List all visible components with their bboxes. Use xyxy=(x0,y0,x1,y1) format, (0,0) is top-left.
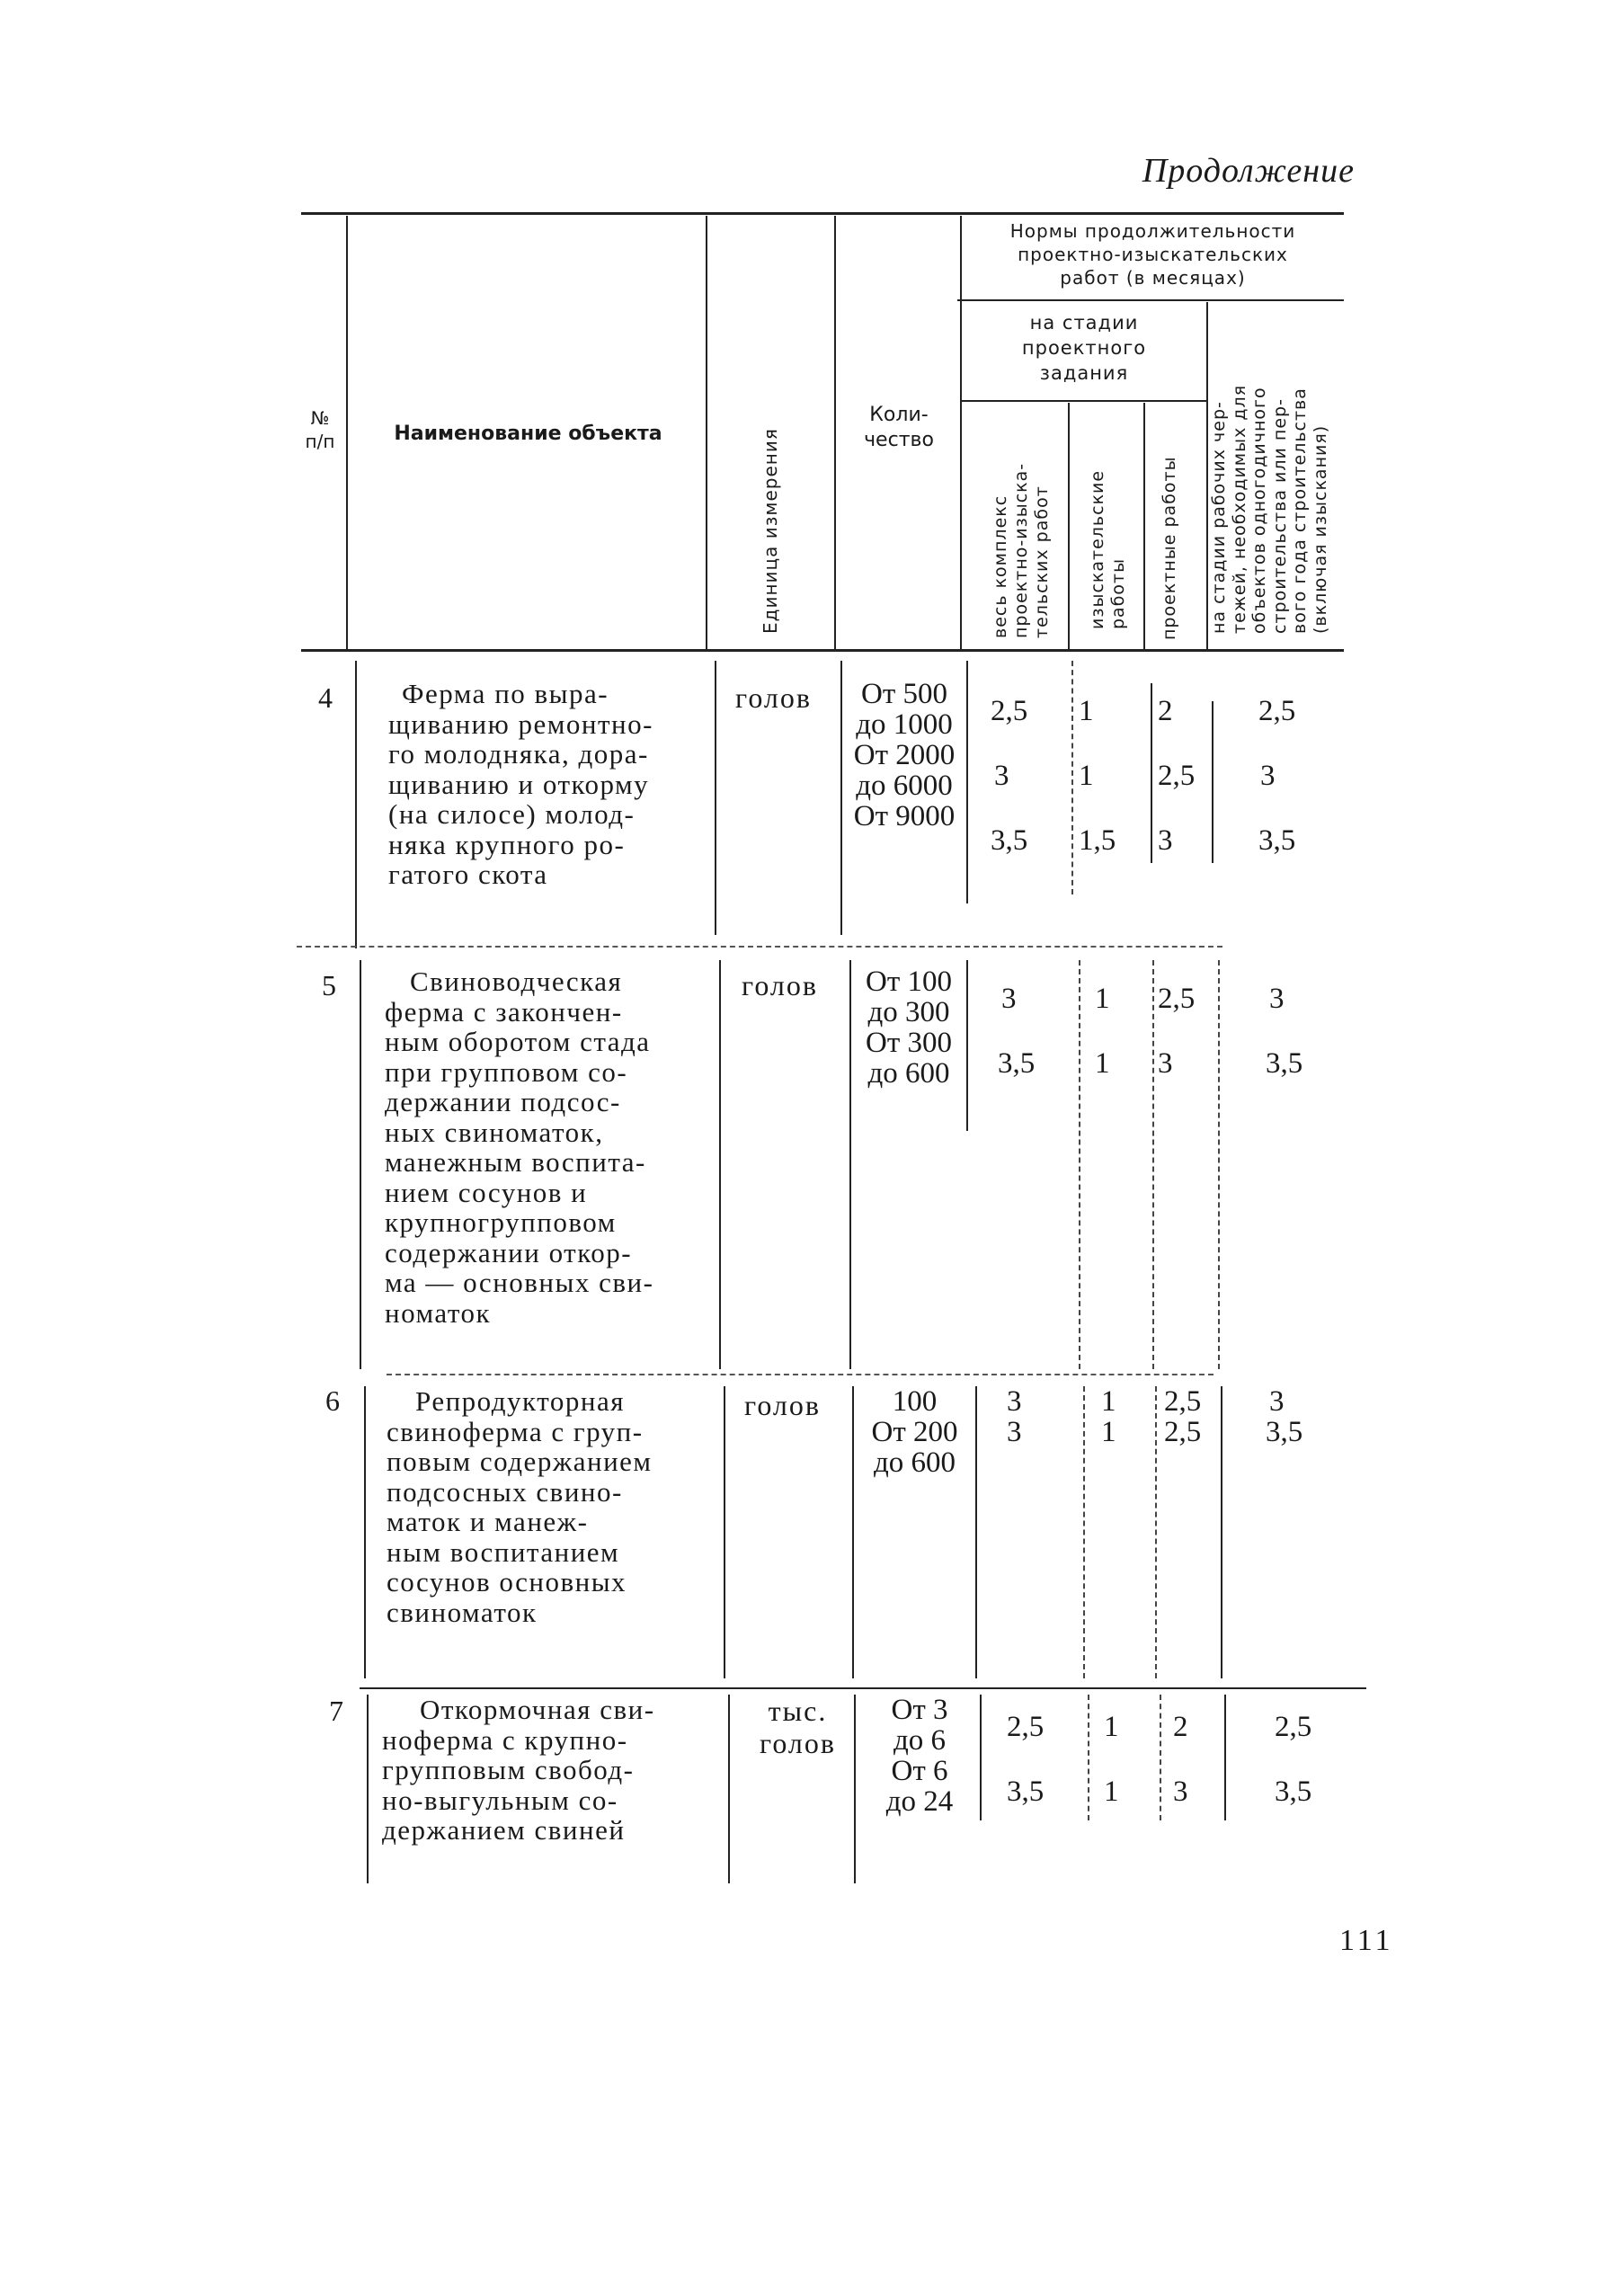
qty-cell: От 100 до 300 От 300 до 600 xyxy=(865,966,952,1090)
header-col-working: на стадии рабочих чер- тежей, необходимых для объектов одногодичного строительства или пер- вого года строительства (включая изыскания) xyxy=(1209,384,1330,634)
header-col-survey: изыскательские работы xyxy=(1088,469,1128,629)
design-cell: 2,5 3 xyxy=(1158,983,1196,1080)
header-name: Наименование объекта xyxy=(394,423,662,445)
working-cell: 2,5 3 3,5 xyxy=(1258,695,1296,857)
row-number: 6 xyxy=(325,1384,340,1417)
design-cell: 2,5 2,5 xyxy=(1164,1385,1202,1448)
object-name: Ферма по выра- щиванию ремонтно- го молодняка, дора- щиванию и откорму (на силосе) молод- няка крупного ро- гатого скота xyxy=(388,678,653,890)
header-stage-project: на стадии проектного задания xyxy=(1021,312,1147,384)
table-top-rule xyxy=(301,212,1344,215)
row-number: 7 xyxy=(329,1695,343,1727)
header-bottom-rule xyxy=(301,649,1344,652)
stage-rule xyxy=(962,400,1206,402)
unit-cell: тыс. голов xyxy=(760,1695,836,1759)
object-name: Репродукторная свиноферма с груп- повым содержанием подсосных свино- маток и манеж- ным воспитанием сосунов основных свиноматок xyxy=(387,1385,653,1628)
header-col-design: проектные работы xyxy=(1160,456,1179,640)
design-cell: 2 3 xyxy=(1173,1711,1188,1808)
row-number: 4 xyxy=(318,681,333,714)
header-norms: Нормы продолжительности проектно-изыскательских работ (в месяцах) xyxy=(1009,220,1296,289)
survey-cell: 1 1 1,5 xyxy=(1079,695,1116,857)
unit-cell: голов xyxy=(744,1389,821,1421)
object-name: Откормочная сви- ноферма с крупно- групповым свобод- но-выгульным со- держанием свиней xyxy=(382,1694,655,1846)
row-7-rule xyxy=(360,1687,1366,1689)
header-unit: Единица измерения xyxy=(760,428,781,634)
header-qty: Коли- чество xyxy=(864,404,934,451)
working-cell: 3 3,5 xyxy=(1266,983,1303,1080)
survey-cell: 1 1 xyxy=(1104,1711,1119,1808)
object-name: Свиноводческая ферма с закончен- ным оборотом стада при групповом со- держании подсос- ных свиноматок, манежным воспита- нием сосунов и крупногрупповом содержании откор- ма — основных сви- номаток xyxy=(385,966,654,1329)
qty-cell: 100 От 200 до 600 xyxy=(871,1385,958,1479)
header-col-total: весь комплекс проектно-изыска- тельских работ xyxy=(991,462,1052,638)
continuation-label: Продолжение xyxy=(1142,152,1355,190)
working-cell: 3 3,5 xyxy=(1266,1385,1303,1448)
total-cell: 3 3 xyxy=(1007,1385,1022,1448)
qty-cell: От 3 до 6 От 6 до 24 xyxy=(885,1694,954,1818)
working-cell: 2,5 3,5 xyxy=(1275,1711,1312,1808)
header-no: № п/п xyxy=(305,407,335,452)
norms-rule xyxy=(957,299,1344,301)
survey-cell: 1 1 xyxy=(1095,983,1110,1080)
qty-cell: От 500 до 1000 От 2000 до 6000 От 9000 xyxy=(853,678,956,832)
page-number: 111 xyxy=(1339,1924,1394,1957)
design-cell: 2 2,5 3 xyxy=(1158,695,1196,857)
row-number: 5 xyxy=(322,969,336,1001)
unit-cell: голов xyxy=(742,969,818,1001)
total-cell: 2,5 3 3,5 xyxy=(991,695,1028,857)
survey-cell: 1 1 xyxy=(1101,1385,1116,1448)
total-cell: 2,5 3,5 xyxy=(1007,1711,1045,1808)
unit-cell: голов xyxy=(735,681,812,714)
total-cell: 3 3,5 xyxy=(998,983,1036,1080)
